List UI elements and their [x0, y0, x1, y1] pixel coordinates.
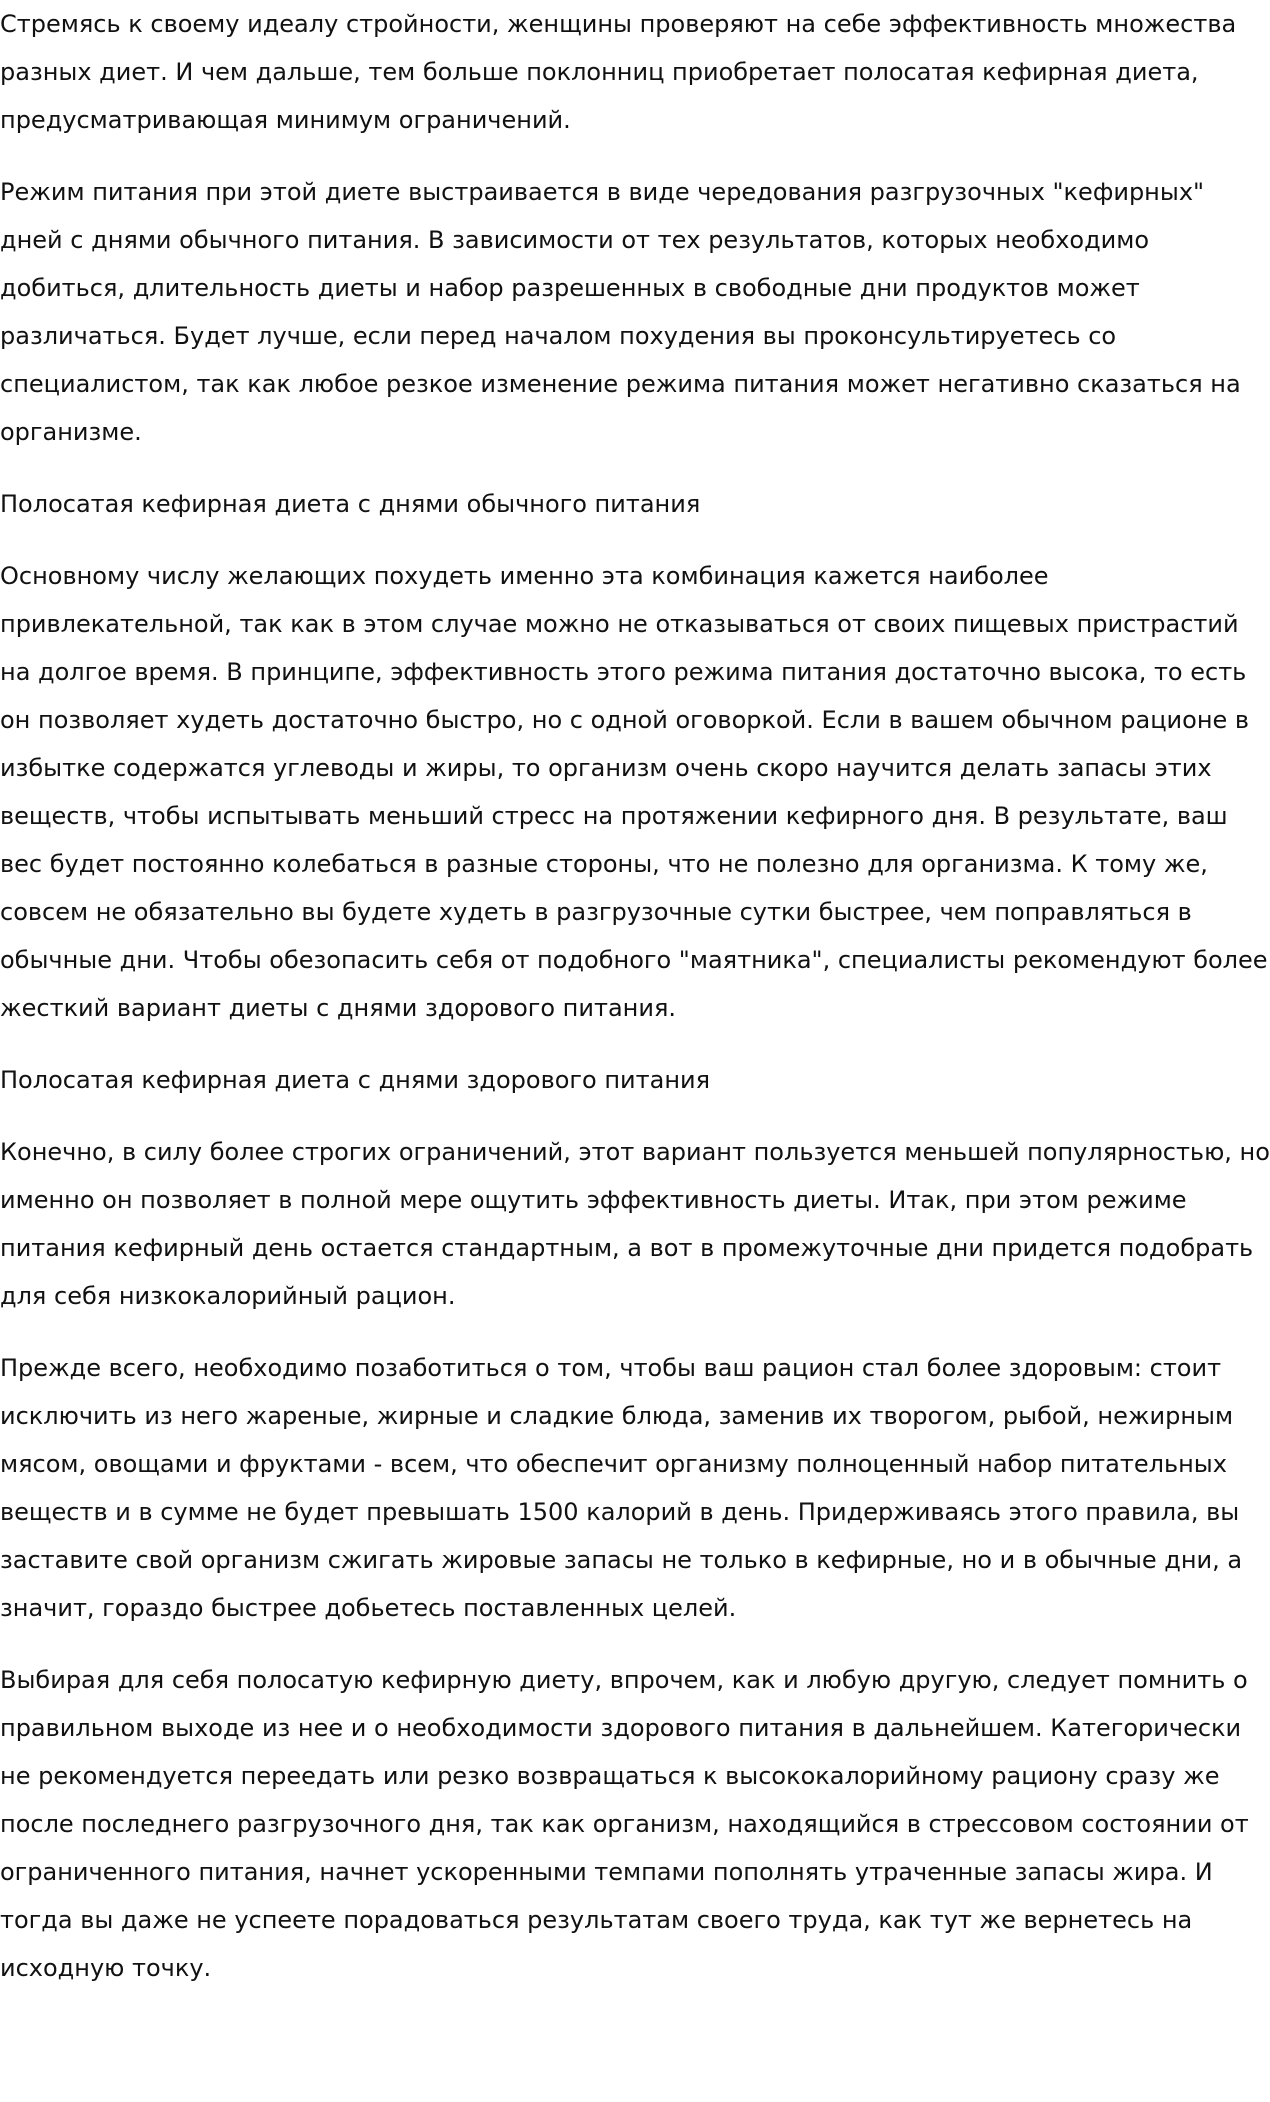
paragraph-normal-days: Основному числу желающих похудеть именно эта комбинация кажется наиболее привлекательной, так как в этом случае можно не отказываться от своих пищевых пристрастий на долгое время. В принципе, эффективность этого режима питания достаточно высока, то есть он позволяет худеть достаточно быстро, но с одной оговоркой. Если в вашем обычном рационе в избытке содержатся углеводы и жиры, то организм очень скоро научится делать запасы этих веществ, чтобы испытывать меньший стресс на протяжении кефирного дня. В результате, ваш вес будет постоянно колебаться в разные стороны, что не полезно для организма. К тому же, совсем не обязательно вы будете худеть в разгрузочные сутки быстрее, чем поправляться в обычные дни. Чтобы обезопасить себя от подобного "маятника", специалисты рекомендуют более жесткий вариант диеты с днями здорового питания.: [0, 562, 1268, 1022]
paragraph-regime: Режим питания при этой диете выстраивается в виде чередования разгрузочных "кефирных" дней с днями обычного питания. В зависимости от тех результатов, которых необходимо добиться, длительность диеты и набор разрешенных в свободные дни продуктов может различаться. Будет лучше, если перед началом похудения вы проконсультируетесь со специалистом, так как любое резкое изменение режима питания может негативно сказаться на организме.: [0, 178, 1241, 446]
subheading-normal-days: Полосатая кефирная диета с днями обычного питания: [0, 490, 701, 518]
paragraph-healthy-diet: Прежде всего, необходимо позаботиться о том, чтобы ваш рацион стал более здоровым: стоит исключить из него жареные, жирные и сладкие блюда, заменив их творогом, рыбой, нежирным мясом, овощами и фруктами - всем, что обеспечит организму полноценный набор питательных веществ и в сумме не будет превышать 1500 калорий в день. Придерживаясь этого правила, вы заставите свой организм сжигать жировые запасы не только в кефирные, но и в обычные дни, а значит, гораздо быстрее добьетесь поставленных целей.: [0, 1354, 1243, 1622]
paragraph-intro: Стремясь к своему идеалу стройности, женщины проверяют на себе эффективность множества разных диет. И чем дальше, тем больше поклонниц приобретает полосатая кефирная диета, предусматривающая минимум ограничений.: [0, 10, 1237, 134]
subheading-healthy-days: Полосатая кефирная диета с днями здорового питания: [0, 1066, 711, 1094]
paragraph-conclusion: Выбирая для себя полосатую кефирную диету, впрочем, как и любую другую, следует помнить о правильном выходе из нее и о необходимости здорового питания в дальнейшем. Категорически не рекомендуется переедать или резко возвращаться к высококалорийному рациону сразу же после последнего разгрузочного дня, так как организм, находящийся в стрессовом состоянии от ограниченного питания, начнет ускоренными темпами пополнять утраченные запасы жира. И тогда вы даже не успеете порадоваться результатам своего труда, как тут же вернетесь на исходную точку.: [0, 1666, 1249, 1982]
paragraph-healthy-days: Конечно, в силу более строгих ограничений, этот вариант пользуется меньшей популярностью, но именно он позволяет в полной мере ощутить эффективность диеты. Итак, при этом режиме питания кефирный день остается стандартным, а вот в промежуточные дни придется подобрать для себя низкокалорийный рацион.: [0, 1138, 1270, 1310]
